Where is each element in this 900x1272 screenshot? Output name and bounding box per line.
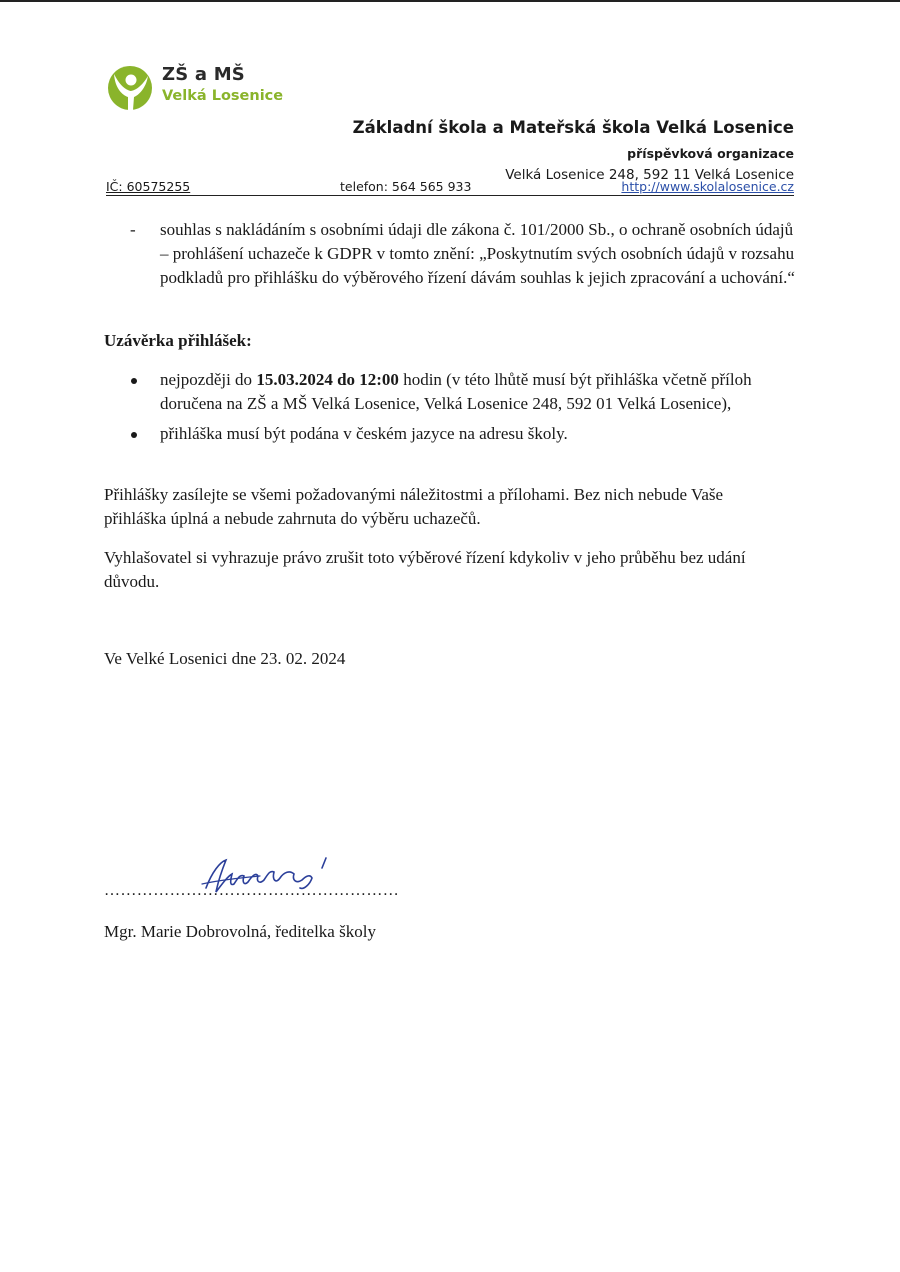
school-logo [106, 64, 296, 114]
handwritten-signature [200, 854, 340, 898]
organization-block [353, 118, 794, 183]
organization-name: Základní škola a Mateřská škola Velká Losenice [352, 118, 794, 137]
top-border-line [0, 0, 900, 2]
organization-address: Velká Losenice 248, 592 11 Velká Losenice [505, 167, 794, 183]
bullet-text-post: hodin (v této lhůtě musí být přihláška včetně příloh doručena na ZŠ a MŠ Velká Losenice, Velká Losenice 248, 592 01 Velká Losenice), [160, 370, 752, 413]
bullet-text: přihláška musí být podána v českém jazyce na adresu školy. [160, 424, 568, 443]
submission-paragraph: Přihlášky zasílejte se všemi požadovanými náležitostmi a přílohami. Bez nich nebude Vaše přihláška úplná a nebude zahrnuta do výběru uchazečů. [104, 485, 724, 528]
deadline-heading: Uzávěrka přihlášek: [104, 331, 252, 350]
dash-marker: - [130, 220, 136, 239]
cancellation-paragraph: Vyhlašovatel si vyhrazuje právo zrušit toto výběrové řízení kdykoliv v jeho průběhu bez udání důvodu. [104, 548, 746, 591]
bullet-icon [131, 432, 137, 438]
place-and-date: Ve Velké Losenici dne 23. 02. 2024 [104, 649, 346, 668]
deadline-date: 15.03.2024 do 12:00 [256, 370, 399, 389]
phone-number: telefon: 564 565 933 [340, 179, 472, 194]
organization-type: příspěvková organizace [627, 146, 794, 161]
deadline-list [104, 368, 804, 452]
contact-line [106, 179, 794, 196]
list-item [104, 422, 804, 446]
website-link[interactable]: http://www.skolalosenice.cz [621, 179, 794, 194]
school-logo-icon [106, 64, 154, 112]
company-id: IČ: 60575255 [106, 179, 191, 194]
logo-title: ZŠ a MŠ [162, 64, 245, 85]
signature-line: ……………………………………………… [104, 882, 400, 899]
signer-name: Mgr. Marie Dobrovolná, ředitelka školy [104, 922, 376, 941]
list-item [104, 368, 804, 416]
bullet-icon [131, 378, 137, 384]
logo-subtitle: Velká Losenice [162, 88, 284, 104]
bullet-text-pre: nejpozději do [160, 370, 257, 389]
signature-area [104, 852, 404, 902]
gdpr-consent-text: souhlas s nakládáním s osobními údaji dle zákona č. 101/2000 Sb., o ochraně osobních údajů – prohlášení uchazeče k GDPR v tomto znění: „Poskytnutím svých osobních údajů v rozsahu podkladů pro přihlášku do výběrového řízení dávám souhlas k jejich zpracování a uchování.“ [160, 220, 795, 287]
